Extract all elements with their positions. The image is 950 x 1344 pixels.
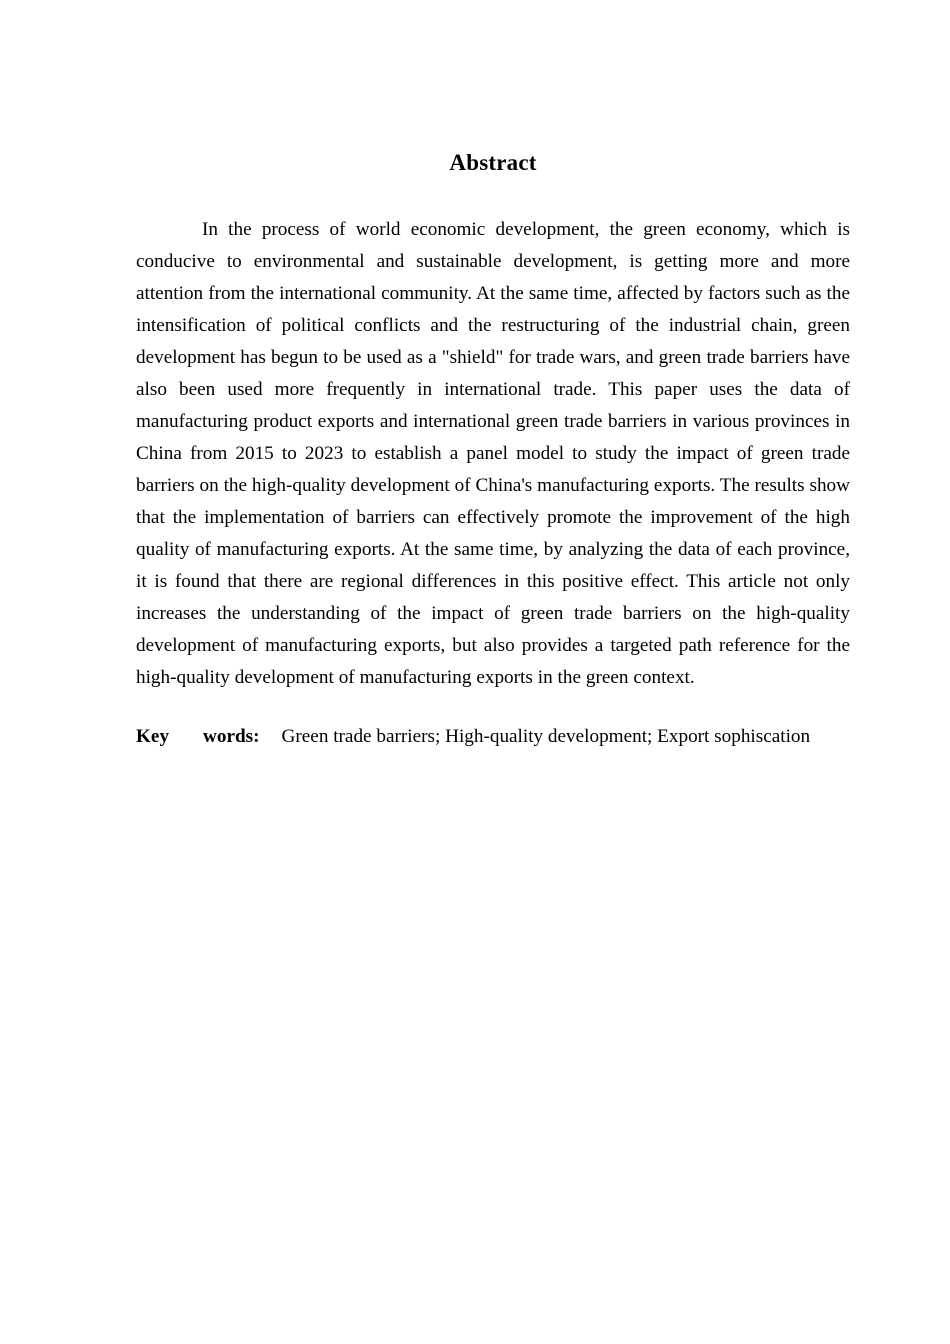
abstract-paragraph: In the process of world economic development, the green economy, which is conducive to environmental and sustainable development, is getting more and more attention from the international community. At the same time, affected by factors such as the intensification of political conflicts and the restructuring of the industrial chain, green development has begun to be used as a "shield" for trade wars, and green trade barriers have also been used more frequently in international trade. This paper uses the data of manufacturing product exports and international green trade barriers in various provinces in China from 2015 to 2023 to establish a panel model to study the impact of green trade barriers on the high-quality development of China's manufacturing exports. The results show that the implementation of barriers can effectively promote the improvement of the high quality of manufacturing exports. At the same time, by analyzing the data of each province, it is found that there are regional differences in this positive effect. This article not only increases the understanding of the impact of green trade barriers on the high-quality development of manufacturing exports, but also provides a targeted path reference for the high-quality development of manufacturing exports in the green context. <box>136 219 850 688</box>
page-title: Abstract <box>449 150 537 175</box>
keywords-colon: : <box>253 726 260 747</box>
keywords-line <box>136 694 850 753</box>
keywords-label-second: words <box>203 726 254 747</box>
keywords-label-first: Key <box>136 726 170 747</box>
keywords-terms: Green trade barriers; High-quality development; Export sophiscation <box>281 726 811 747</box>
page-content-column <box>136 0 850 753</box>
